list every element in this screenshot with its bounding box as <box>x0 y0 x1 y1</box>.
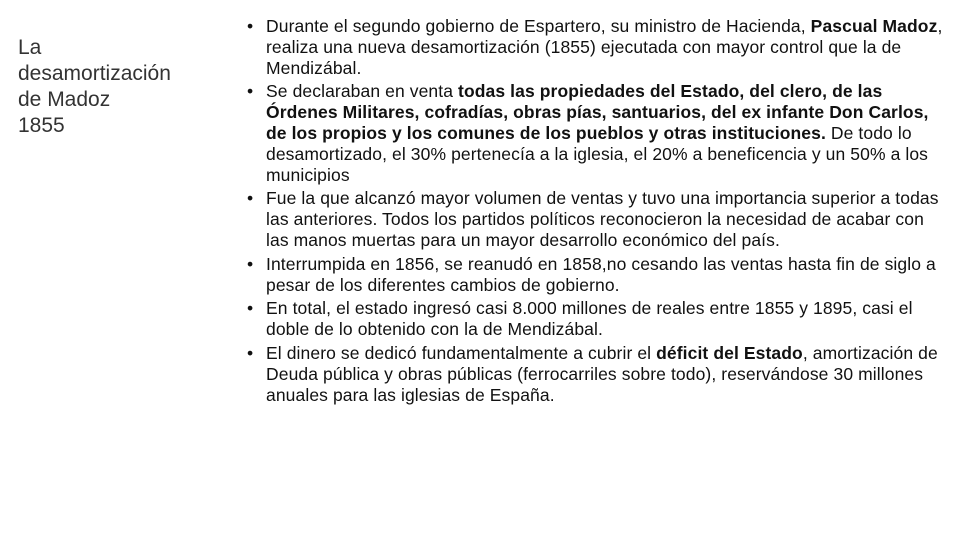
bullet-item <box>245 188 945 250</box>
bullet-text: , realiza una nueva desamortización (1855) ejecutada con mayor control que la de Mendizábal. <box>266 16 943 78</box>
bullet-item <box>245 298 945 340</box>
bullet-item <box>245 254 945 296</box>
bullet-text: Se declaraban en venta <box>266 81 459 102</box>
bullet-marker: • <box>247 253 254 274</box>
bullet-text: Interrumpida en 1856, se reanudó en 1858,no cesando las ventas hasta fin de siglo a pesar de los diferentes cambios de gobierno. <box>266 253 936 295</box>
bullet-marker: • <box>247 81 254 102</box>
bullet-text: El dinero se dedicó fundamentalmente a cubrir el <box>266 342 657 363</box>
bullet-text-bold: déficit del Estado <box>656 342 803 363</box>
title-line: desamortización <box>18 62 171 85</box>
bullet-text: De todo lo desamortizado, el 30% pertenecía a la iglesia, el 20% a beneficencia y un 50% a los municipios <box>266 122 929 185</box>
bullet-marker: • <box>247 298 254 319</box>
slide-title <box>18 35 228 139</box>
bullet-text: En total, el estado ingresó casi 8.000 millones de reales entre 1855 y 1895, casi el doble de lo obtenido con la de Mendizábal. <box>266 298 913 340</box>
title-line: 1855 <box>18 114 65 137</box>
title-line: de Madoz <box>18 88 111 111</box>
bullet-text: Durante el segundo gobierno de Espartero, su ministro de Hacienda, <box>266 16 811 36</box>
bullet-text: , amortización de Deuda pública y obras públicas (ferrocarriles sobre todo), reservándose 30 millones anuales para las iglesias de España. <box>266 342 938 405</box>
bullet-text-bold: todas las propiedades del Estado, del clero, de las Órdenes Militares, cofradías, obras pías, santuarios, del ex infante Don Carlos, de los propios y los comunes de los pueblos y otras instituciones. <box>266 81 929 143</box>
bullet-item <box>245 81 945 185</box>
bullet-marker: • <box>247 16 254 36</box>
title-line: La <box>18 36 42 59</box>
bullet-item <box>245 343 945 405</box>
bullet-marker: • <box>247 342 254 363</box>
bullet-item <box>245 16 945 78</box>
bullet-text: Fue la que alcanzó mayor volumen de ventas y tuvo una importancia superior a todas las anteriores. Todos los partidos políticos reconocieron la necesidad de acabar con las manos muertas para un mayor desarrollo económico del país. <box>266 188 939 250</box>
bullet-marker: • <box>247 188 254 209</box>
bullet-text-bold: Pascual Madoz <box>810 16 938 36</box>
bullet-list <box>245 16 945 405</box>
